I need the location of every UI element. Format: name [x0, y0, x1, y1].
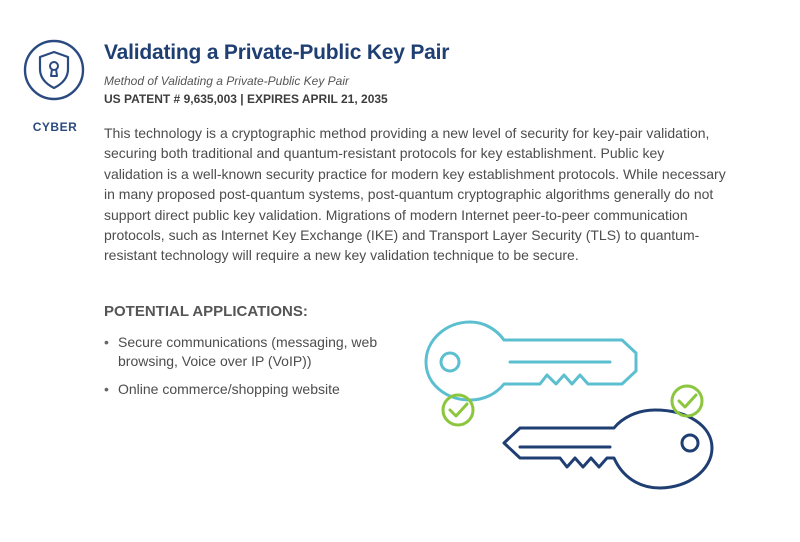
shield-lock-icon: [22, 38, 86, 102]
green-check-icon: [672, 386, 702, 416]
list-item: • Secure communications (messaging, web browsing, Voice over IP (VoIP)): [104, 333, 404, 371]
description-paragraph: This technology is a cryptographic method providing a new level of security for key-pair validation, securing both traditional and quantum-resistant protocols for key establishment. Public key validation is a well-known security practice for modern key establishment protocols. While necessary in many proposed post-quantum systems, post-quantum cryptographic algorithms generally do not support direct public key validation. Migrations of modern Internet peer-to-peer communication protocols, such as Internet Key Exchange (IKE) and Transport Layer Security (TLS) to quantum-resistant technology will require a new key validation technique to be secure.: [104, 125, 726, 264]
list-item: • Online commerce/shopping website: [104, 380, 404, 399]
keys-illustration: [410, 300, 740, 510]
dark-blue-key-icon: [504, 410, 712, 488]
applications-list: [104, 333, 404, 408]
badge-label: CYBER: [32, 120, 78, 134]
page-subtitle: Method of Validating a Private-Public Key Pair: [104, 74, 350, 88]
light-blue-key-icon: [426, 322, 636, 400]
page-title: Validating a Private-Public Key Pair: [104, 41, 450, 64]
patent-info: US PATENT # 9,635,003 | EXPIRES APRIL 21, 2035: [104, 92, 388, 106]
applications-heading: POTENTIAL APPLICATIONS:: [104, 303, 308, 320]
